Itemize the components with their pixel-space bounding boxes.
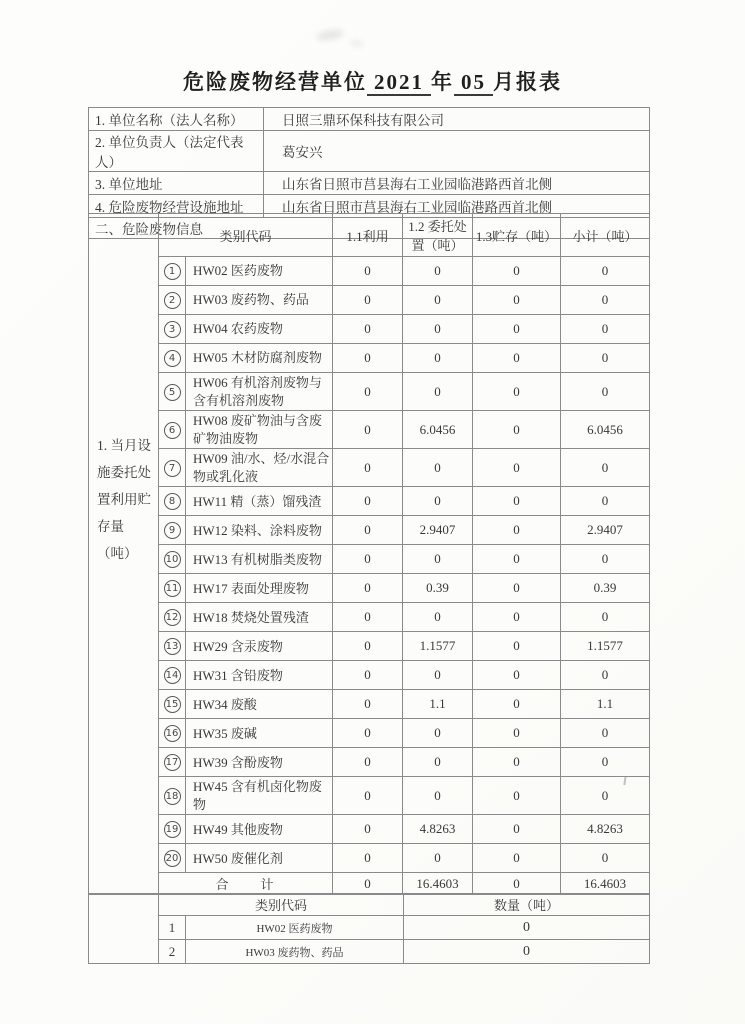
- row-number-cell: [159, 286, 186, 315]
- value-storage: 0: [473, 661, 561, 690]
- value-subtotal: 0: [561, 286, 650, 315]
- row-number-cell: [159, 661, 186, 690]
- col-header-use: 1.1利用: [333, 214, 403, 257]
- scan-smudge: [350, 39, 365, 47]
- value-storage: 0: [473, 315, 561, 344]
- value-storage: 0: [473, 257, 561, 286]
- row-number-badge: 12: [164, 609, 181, 626]
- row-number-cell: [159, 777, 186, 815]
- waste-table-row: [89, 373, 650, 411]
- row-number-badge: 8: [164, 493, 181, 510]
- value-entrust: 0: [403, 844, 473, 873]
- waste-category-name: HW02 医药废物: [186, 257, 333, 286]
- value-use: 0: [333, 844, 403, 873]
- row-number-badge: 1: [164, 263, 181, 280]
- row-number-cell: [159, 257, 186, 286]
- info-value: 日照三鼎环保科技有限公司: [264, 108, 650, 131]
- value-subtotal: 0: [561, 487, 650, 516]
- waste-category-name: HW08 废矿物油与含废矿物油废物: [186, 411, 333, 449]
- row-number-badge: 5: [164, 384, 181, 401]
- waste-table-row: [89, 315, 650, 344]
- value-use: 0: [333, 344, 403, 373]
- value-storage: 0: [473, 516, 561, 545]
- value-use: 0: [333, 373, 403, 411]
- total-entrust: 16.4603: [403, 873, 473, 895]
- waste-table-row: [89, 449, 650, 487]
- row-number-cell: [159, 373, 186, 411]
- col-header-subtotal: 小计（吨）: [561, 214, 650, 257]
- row-number-badge: 7: [164, 460, 181, 477]
- value-subtotal: 0: [561, 719, 650, 748]
- value-entrust: 0: [403, 373, 473, 411]
- info-row: [89, 172, 650, 195]
- waste-category-name: HW03 废药物、药品: [186, 286, 333, 315]
- value-entrust: 1.1577: [403, 632, 473, 661]
- value-use: 0: [333, 516, 403, 545]
- col-header-storage: 1.3贮存（吨）: [473, 214, 561, 257]
- waste-category-name: HW12 染料、涂料废物: [186, 516, 333, 545]
- value-subtotal: 6.0456: [561, 411, 650, 449]
- waste-category-name: HW18 焚烧处置残渣: [186, 603, 333, 632]
- row-number-badge: 2: [164, 292, 181, 309]
- row-number-cell: [159, 449, 186, 487]
- row-number-badge: 10: [164, 551, 181, 568]
- value-entrust: 0: [403, 257, 473, 286]
- waste-category-name: HW03 废药物、药品: [186, 940, 404, 964]
- value-subtotal: 0: [561, 603, 650, 632]
- value-use: 0: [333, 286, 403, 315]
- waste-table-row: [89, 632, 650, 661]
- value-entrust: 2.9407: [403, 516, 473, 545]
- waste-table-row: [89, 815, 650, 844]
- row-number-cell: [159, 603, 186, 632]
- value-subtotal: 0: [561, 257, 650, 286]
- value-storage: 0: [473, 844, 561, 873]
- value-use: 0: [333, 315, 403, 344]
- row-number: 2: [159, 940, 186, 964]
- value-use: 0: [333, 632, 403, 661]
- value-use: 0: [333, 661, 403, 690]
- value-entrust: 0: [403, 545, 473, 574]
- value-subtotal: 0: [561, 344, 650, 373]
- waste-category-name: HW39 含酚废物: [186, 748, 333, 777]
- waste-table-row: [89, 516, 650, 545]
- waste-category-name: HW34 废酸: [186, 690, 333, 719]
- report-month-label: 月报表: [493, 70, 562, 94]
- row-number-cell: [159, 690, 186, 719]
- waste-category-name: HW45 含有机卤化物废物: [186, 777, 333, 815]
- info-value: 葛安兴: [264, 131, 650, 172]
- value-storage: 0: [473, 815, 561, 844]
- value-storage: 0: [473, 690, 561, 719]
- row-number: 1: [159, 916, 186, 940]
- value-use: 0: [333, 257, 403, 286]
- waste-table-row: [89, 748, 650, 777]
- waste-table-row: [89, 286, 650, 315]
- report-year: 2021: [367, 70, 431, 96]
- value-use: 0: [333, 690, 403, 719]
- waste-category-name: HW09 油/水、烃/水混合物或乳化液: [186, 449, 333, 487]
- value-subtotal: 4.8263: [561, 815, 650, 844]
- waste-info-table: [88, 213, 650, 895]
- value-entrust: 0: [403, 286, 473, 315]
- waste-category-name: HW17 表面处理废物: [186, 574, 333, 603]
- waste-table-row: [89, 661, 650, 690]
- row-number-cell: [159, 487, 186, 516]
- waste-table-header-row: [89, 214, 650, 257]
- value-entrust: 0: [403, 487, 473, 516]
- report-month: 05: [454, 70, 493, 96]
- row-number-badge: 6: [164, 422, 181, 439]
- waste-category-name: HW06 有机溶剂废物与含有机溶剂废物: [186, 373, 333, 411]
- info-value: 山东省日照市莒县海右工业园临港路西首北侧: [264, 172, 650, 195]
- info-label: 2. 单位负责人（法定代表人）: [89, 131, 264, 172]
- value-use: 0: [333, 603, 403, 632]
- value-subtotal: 0: [561, 545, 650, 574]
- value-subtotal: 1.1577: [561, 632, 650, 661]
- waste-category-name: HW49 其他废物: [186, 815, 333, 844]
- value-entrust: 0: [403, 777, 473, 815]
- quantity-value: 0: [404, 940, 650, 964]
- total-use: 0: [333, 873, 403, 895]
- waste-table-row: [89, 574, 650, 603]
- value-storage: 0: [473, 449, 561, 487]
- value-subtotal: 0: [561, 449, 650, 487]
- value-storage: 0: [473, 632, 561, 661]
- row-number-cell: [159, 632, 186, 661]
- value-use: 0: [333, 748, 403, 777]
- row-number-cell: [159, 815, 186, 844]
- info-row: [89, 131, 650, 172]
- value-entrust: 4.8263: [403, 815, 473, 844]
- section-heading: 二、危险废物信息: [89, 218, 650, 239]
- bottom-header-row: [89, 894, 650, 916]
- report-year-label: 年: [431, 70, 454, 94]
- bottom-table-row: [89, 940, 650, 964]
- row-number-badge: 16: [164, 725, 181, 742]
- row-number-cell: [159, 344, 186, 373]
- row-number-cell: [159, 545, 186, 574]
- quantity-value: 0: [404, 916, 650, 940]
- value-subtotal: 0: [561, 373, 650, 411]
- value-subtotal: 0: [561, 777, 650, 815]
- value-entrust: 0: [403, 449, 473, 487]
- value-storage: 0: [473, 719, 561, 748]
- col-header-category: 类别代码: [159, 214, 333, 257]
- value-storage: 0: [473, 748, 561, 777]
- value-subtotal: 1.1: [561, 690, 650, 719]
- value-entrust: 0: [403, 315, 473, 344]
- row-number-cell: [159, 516, 186, 545]
- value-use: 0: [333, 574, 403, 603]
- waste-table-row: [89, 690, 650, 719]
- row-number-cell: [159, 748, 186, 777]
- value-use: 0: [333, 777, 403, 815]
- row-number-cell: [159, 315, 186, 344]
- value-storage: 0: [473, 777, 561, 815]
- category-quantity-table: [88, 893, 650, 964]
- value-use: 0: [333, 719, 403, 748]
- waste-table-row: [89, 603, 650, 632]
- waste-table-row: [89, 545, 650, 574]
- value-entrust: 0: [403, 719, 473, 748]
- row-number-badge: 9: [164, 522, 181, 539]
- row-number-badge: 18: [164, 788, 181, 805]
- row-number-badge: 19: [164, 821, 181, 838]
- waste-table-row: [89, 344, 650, 373]
- value-subtotal: 0: [561, 844, 650, 873]
- waste-table-row: [89, 487, 650, 516]
- row-number-badge: 4: [164, 350, 181, 367]
- bottom-col-header-category: 类别代码: [159, 894, 404, 916]
- row-number-badge: 17: [164, 754, 181, 771]
- total-storage: 0: [473, 873, 561, 895]
- scan-smudge: [315, 28, 344, 43]
- waste-table-row: [89, 411, 650, 449]
- value-storage: 0: [473, 344, 561, 373]
- waste-category-name: HW04 农药废物: [186, 315, 333, 344]
- value-storage: 0: [473, 286, 561, 315]
- value-storage: 0: [473, 411, 561, 449]
- info-label: 1. 单位名称（法人名称）: [89, 108, 264, 131]
- row-number-cell: [159, 844, 186, 873]
- total-subtotal: 16.4603: [561, 873, 650, 895]
- waste-table-row: [89, 719, 650, 748]
- value-subtotal: 2.9407: [561, 516, 650, 545]
- row-number-badge: 15: [164, 696, 181, 713]
- value-entrust: 0: [403, 603, 473, 632]
- side-section-label: 1. 当月设施委托处置利用贮存量（吨）: [89, 214, 159, 895]
- waste-category-name: HW13 有机树脂类废物: [186, 545, 333, 574]
- waste-table-row: [89, 777, 650, 815]
- info-value: 山东省日照市莒县海右工业园临港路西首北侧: [264, 195, 650, 218]
- value-entrust: 0: [403, 748, 473, 777]
- value-entrust: 1.1: [403, 690, 473, 719]
- value-use: 0: [333, 545, 403, 574]
- total-row: [89, 873, 650, 895]
- waste-table-row: [89, 257, 650, 286]
- info-row: [89, 108, 650, 131]
- value-use: 0: [333, 487, 403, 516]
- value-use: 0: [333, 411, 403, 449]
- value-storage: 0: [473, 487, 561, 516]
- info-label: 4. 危险废物经营设施地址: [89, 195, 264, 218]
- value-entrust: 0: [403, 661, 473, 690]
- waste-category-name: HW31 含铅废物: [186, 661, 333, 690]
- row-number-badge: 14: [164, 667, 181, 684]
- value-subtotal: 0: [561, 315, 650, 344]
- bottom-col-header-quantity: 数量（吨）: [404, 894, 650, 916]
- col-header-entrust: 1.2 委托处置（吨）: [403, 214, 473, 257]
- total-label: 合 计: [159, 873, 333, 895]
- waste-category-name: HW11 精（蒸）馏残渣: [186, 487, 333, 516]
- waste-category-name: HW50 废催化剂: [186, 844, 333, 873]
- waste-category-name: HW05 木材防腐剂废物: [186, 344, 333, 373]
- row-number-cell: [159, 574, 186, 603]
- info-label: 3. 单位地址: [89, 172, 264, 195]
- value-storage: 0: [473, 373, 561, 411]
- row-number-cell: [159, 411, 186, 449]
- report-title-prefix: 危险废物经营单位: [183, 70, 367, 94]
- report-title: [0, 66, 745, 96]
- value-use: 0: [333, 449, 403, 487]
- waste-category-name: HW29 含汞废物: [186, 632, 333, 661]
- bottom-table-row: [89, 916, 650, 940]
- value-storage: 0: [473, 574, 561, 603]
- value-entrust: 0.39: [403, 574, 473, 603]
- row-number-badge: 3: [164, 321, 181, 338]
- value-entrust: 0: [403, 344, 473, 373]
- value-storage: 0: [473, 603, 561, 632]
- value-subtotal: 0: [561, 748, 650, 777]
- value-storage: 0: [473, 545, 561, 574]
- bottom-side-cell: [89, 894, 159, 964]
- value-subtotal: 0.39: [561, 574, 650, 603]
- row-number-badge: 13: [164, 638, 181, 655]
- waste-category-name: HW35 废碱: [186, 719, 333, 748]
- row-number-badge: 20: [164, 850, 181, 867]
- value-use: 0: [333, 815, 403, 844]
- row-number-cell: [159, 719, 186, 748]
- waste-category-name: HW02 医药废物: [186, 916, 404, 940]
- waste-table-row: [89, 844, 650, 873]
- value-subtotal: 0: [561, 661, 650, 690]
- value-entrust: 6.0456: [403, 411, 473, 449]
- row-number-badge: 11: [164, 580, 181, 597]
